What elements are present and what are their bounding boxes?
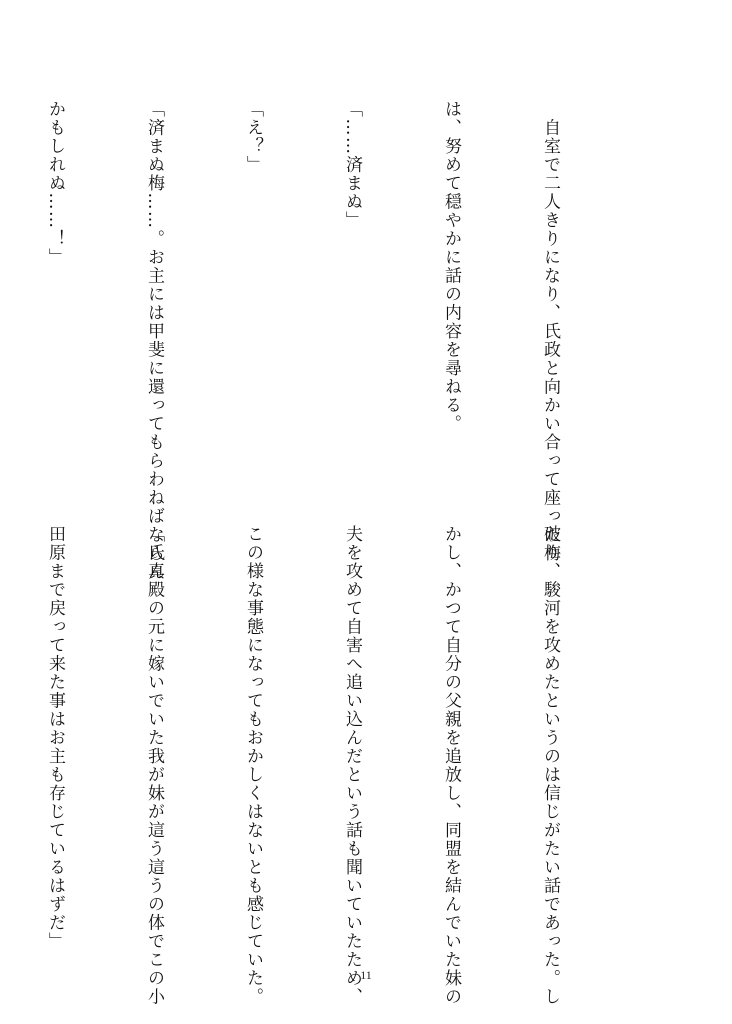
text-column: かもしれぬ……！」 bbox=[45, 100, 65, 267]
page-number: 11 bbox=[360, 968, 372, 982]
text-column: この様な事態になってもおかしくはないとも感じていた。 bbox=[243, 525, 263, 1006]
text-column: 夫を攻めて自害へ追い込んだという話も聞いていたため、 bbox=[342, 525, 362, 1006]
text-column: は、努めて穏やかに話の内容を尋ねる。 bbox=[441, 100, 461, 433]
text-column: 「え？」 bbox=[243, 100, 263, 174]
text-column: かし、かつて自分の父親を追放し、同盟を結んでいた妹の bbox=[441, 525, 461, 1006]
text-block-upper bbox=[45, 100, 632, 581]
text-column: 田原まで戻って来た事はお主も存じているはずだ」 bbox=[45, 525, 65, 951]
text-column: 破り、駿河を攻めたというのは信じがたい話であった。し bbox=[540, 525, 560, 1006]
text-column: 自室で二人きりになり、氏政と向かい合って座った梅 bbox=[540, 100, 560, 563]
text-column: 「済まぬ梅……。お主には甲斐に還ってもらわねばならん bbox=[144, 100, 164, 581]
text-column: 「氏真殿の元に嫁いでいた我が妹が這う這うの体でこの小 bbox=[144, 525, 164, 1006]
text-column: 「……済まぬ」 bbox=[342, 100, 362, 230]
